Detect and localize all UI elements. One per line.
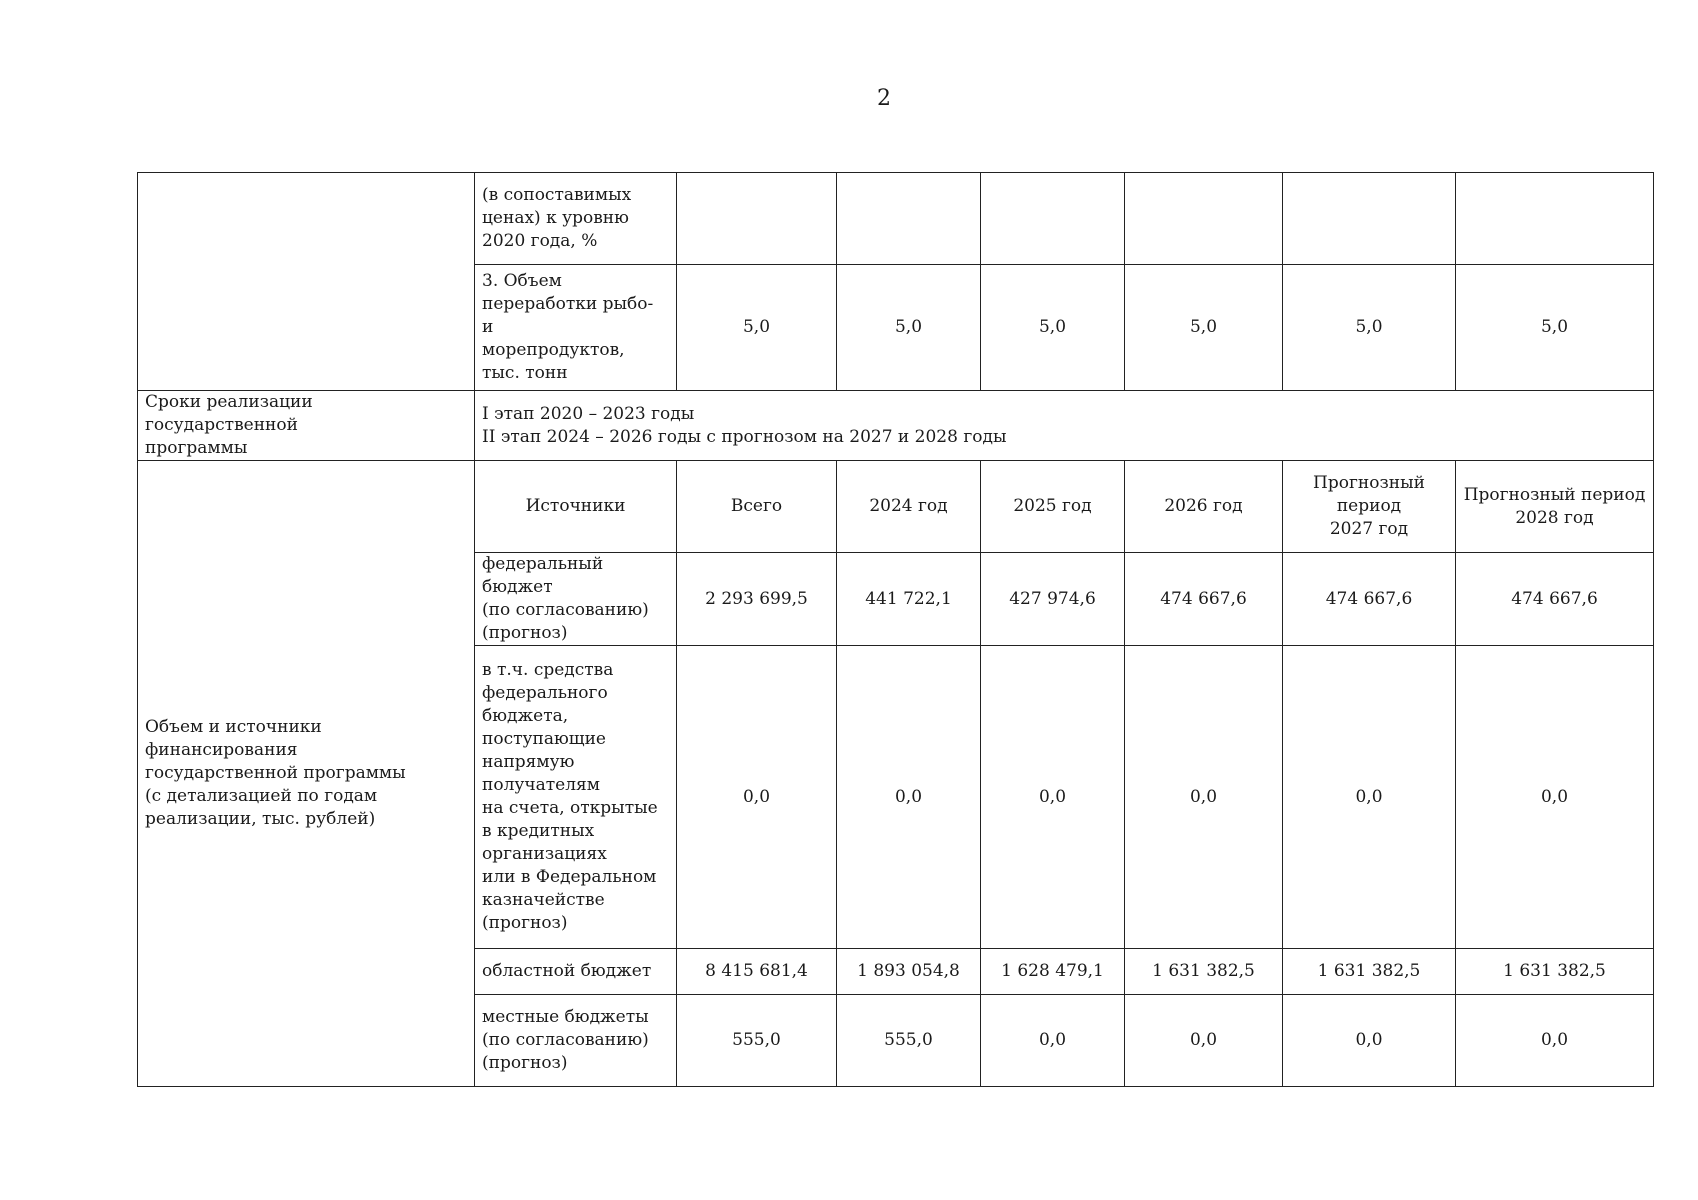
- value-2025: 1 628 479,1: [981, 949, 1125, 995]
- indicator-value: [1283, 173, 1456, 265]
- value-2024: 441 722,1: [837, 553, 981, 646]
- indicator-label: 3. Объем переработки рыбо- и морепродуктов, тыс. тонн: [475, 265, 677, 391]
- header-2026: 2026 год: [1125, 461, 1283, 553]
- header-2028: Прогнозный период 2028 год: [1456, 461, 1654, 553]
- header-2024: 2024 год: [837, 461, 981, 553]
- header-2027: Прогнозный период 2027 год: [1283, 461, 1456, 553]
- indicator-value: 5,0: [1456, 265, 1654, 391]
- indicator-value: 5,0: [677, 265, 837, 391]
- program-passport-table: [137, 172, 1654, 1087]
- value-total: 555,0: [677, 995, 837, 1087]
- value-2028: 0,0: [1456, 646, 1654, 949]
- value-2025: 0,0: [981, 995, 1125, 1087]
- header-total: Всего: [677, 461, 837, 553]
- value-2026: 0,0: [1125, 646, 1283, 949]
- indicator-value: 5,0: [1125, 265, 1283, 391]
- value-2027: 0,0: [1283, 995, 1456, 1087]
- indicator-value: [1125, 173, 1283, 265]
- source-label: федеральный бюджет (по согласованию) (прогноз): [475, 553, 677, 646]
- value-2024: 1 893 054,8: [837, 949, 981, 995]
- empty-label-cell: [138, 173, 475, 391]
- terms-value: I этап 2020 – 2023 годы II этап 2024 – 2026 годы с прогнозом на 2027 и 2028 годы: [475, 391, 1654, 461]
- terms-label: Сроки реализации государственной программы: [138, 391, 475, 461]
- indicator-value: [1456, 173, 1654, 265]
- indicator-value: [677, 173, 837, 265]
- financing-header-row: [138, 461, 1654, 553]
- header-2025: 2025 год: [981, 461, 1125, 553]
- value-2028: 474 667,6: [1456, 553, 1654, 646]
- value-2026: 1 631 382,5: [1125, 949, 1283, 995]
- value-2025: 0,0: [981, 646, 1125, 949]
- value-2027: 474 667,6: [1283, 553, 1456, 646]
- indicator-row: [138, 173, 1654, 265]
- page-number: 2: [877, 86, 891, 111]
- source-label: в т.ч. средства федерального бюджета, поступающие напрямую получателям на счета, открытые в кредитных организациях или в Федеральном казначействе (прогноз): [475, 646, 677, 949]
- indicator-value: 5,0: [1283, 265, 1456, 391]
- indicator-value: 5,0: [837, 265, 981, 391]
- indicator-label: (в сопоставимых ценах) к уровню 2020 года, %: [475, 173, 677, 265]
- indicator-value: 5,0: [981, 265, 1125, 391]
- value-total: 0,0: [677, 646, 837, 949]
- value-2028: 1 631 382,5: [1456, 949, 1654, 995]
- value-2025: 427 974,6: [981, 553, 1125, 646]
- source-label: местные бюджеты (по согласованию) (прогноз): [475, 995, 677, 1087]
- value-2027: 1 631 382,5: [1283, 949, 1456, 995]
- value-2026: 0,0: [1125, 995, 1283, 1087]
- value-2027: 0,0: [1283, 646, 1456, 949]
- value-total: 8 415 681,4: [677, 949, 837, 995]
- value-2024: 555,0: [837, 995, 981, 1087]
- value-2028: 0,0: [1456, 995, 1654, 1087]
- indicator-value: [837, 173, 981, 265]
- source-label: областной бюджет: [475, 949, 677, 995]
- terms-row: [138, 391, 1654, 461]
- financing-label: Объем и источники финансирования государственной программы (с детализацией по годам реализации, тыс. рублей): [138, 461, 475, 1087]
- value-2024: 0,0: [837, 646, 981, 949]
- header-sources: Источники: [475, 461, 677, 553]
- value-total: 2 293 699,5: [677, 553, 837, 646]
- indicator-value: [981, 173, 1125, 265]
- value-2026: 474 667,6: [1125, 553, 1283, 646]
